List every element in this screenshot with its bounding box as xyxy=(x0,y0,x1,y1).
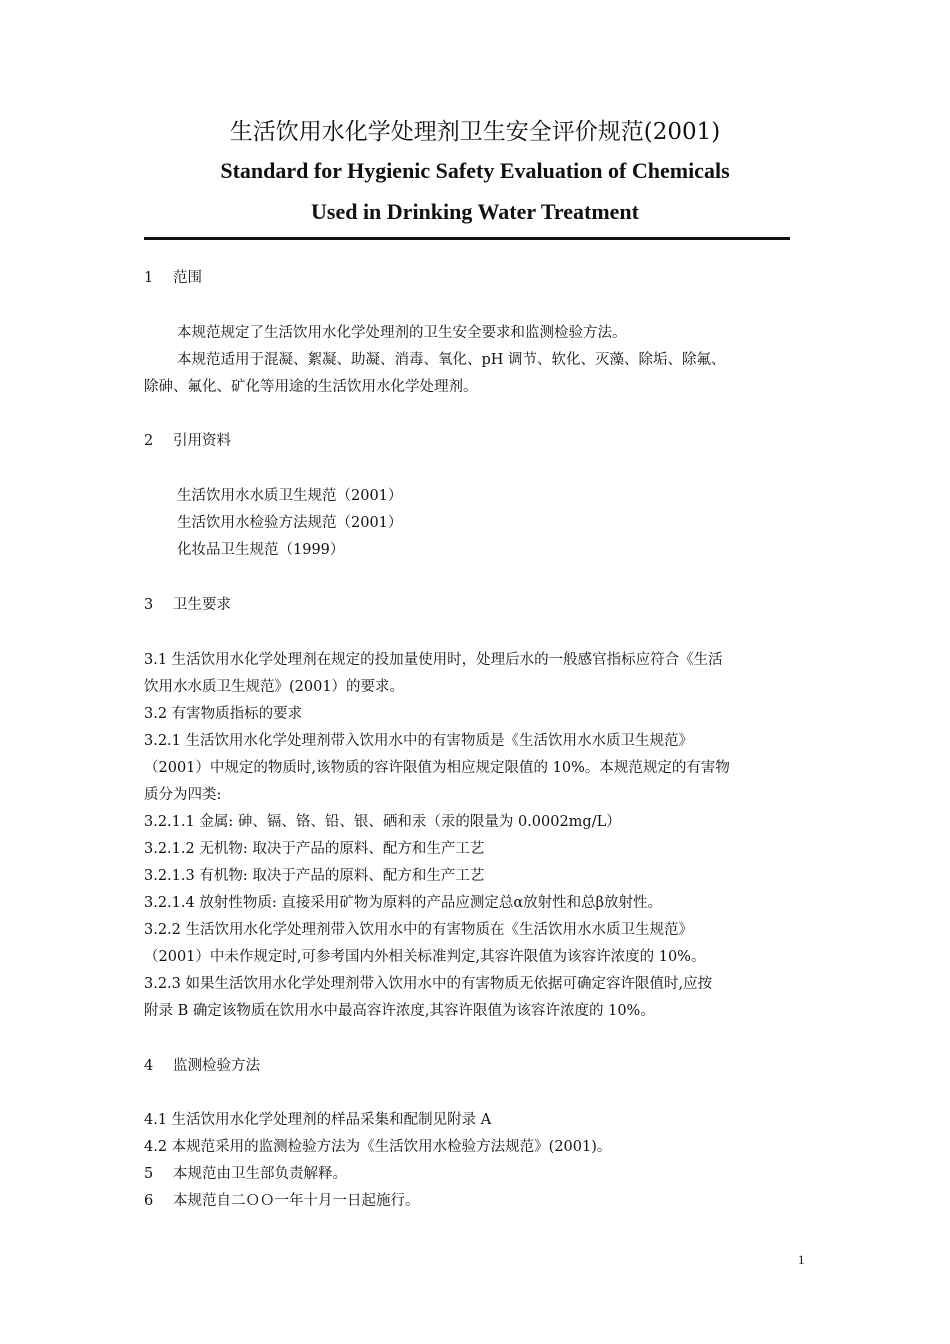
section-number: 4 xyxy=(144,1058,154,1074)
paragraph-line: 3.2.1.2 无机物: 取决于产品的原料、配方和生产工艺 xyxy=(144,841,485,857)
section-2-heading xyxy=(144,429,231,450)
section-title: 监测检验方法 xyxy=(173,1058,260,1074)
section-title: 本规范由卫生部负责解释。 xyxy=(173,1166,347,1182)
section-3-heading xyxy=(144,593,231,614)
paragraph-line: 本规范规定了生活饮用水化学处理剂的卫生安全要求和监测检验方法。 xyxy=(177,325,627,341)
paragraph-line: 4.2 本规范采用的监测检验方法为《生活饮用水检验方法规范》(2001)。 xyxy=(144,1139,612,1155)
section-number: 2 xyxy=(144,433,154,449)
section-number: 5 xyxy=(144,1166,154,1182)
section-title: 本规范自二ＯＯ一年十月一日起施行。 xyxy=(173,1193,420,1209)
paragraph-line: 3.2.1.1 金属: 砷、镉、铬、铅、银、硒和汞（汞的限量为 0.0002mg/L） xyxy=(144,814,621,830)
paragraph-line: 3.2 有害物质指标的要求 xyxy=(144,706,303,722)
document-title-english-line-2: Used in Drinking Water Treatment xyxy=(311,199,639,224)
paragraph-line: 3.1 生活饮用水化学处理剂在规定的投加量使用时，处理后水的一般感官指标应符合《生活 xyxy=(144,652,723,668)
paragraph-line: 3.2.1.3 有机物: 取决于产品的原料、配方和生产工艺 xyxy=(144,868,485,884)
section-number: 6 xyxy=(144,1193,154,1209)
paragraph-line: 3.2.3 如果生活饮用水化学处理剂带入饮用水中的有害物质无依据可确定容许限值时,应按 xyxy=(144,976,713,992)
reference-item: 化妆品卫生规范（1999） xyxy=(177,542,345,558)
document-title-english-line-1: Standard for Hygienic Safety Evaluation of Chemicals xyxy=(220,158,730,183)
paragraph-line: 3.2.2 生活饮用水化学处理剂带入饮用水中的有害物质在《生活饮用水水质卫生规范》 xyxy=(144,922,694,938)
section-number: 3 xyxy=(144,597,154,613)
paragraph-line: （2001）中未作规定时,可参考国内外相关标准判定,其容许限值为该容许浓度的 10%。 xyxy=(144,949,706,965)
section-title: 卫生要求 xyxy=(173,597,231,613)
paragraph-line: 饮用水水质卫生规范》(2001）的要求。 xyxy=(144,679,405,695)
paragraph-line: 附录 B 确定该物质在饮用水中最高容许浓度,其容许限值为该容许浓度的 10%。 xyxy=(144,1003,655,1019)
paragraph-line: 本规范适用于混凝、絮凝、助凝、消毒、氧化、pH 调节、软化、灭藻、除垢、除氟、 xyxy=(177,352,726,368)
document-title-chinese: 生活饮用水化学处理剂卫生安全评价规范(2001) xyxy=(229,119,721,145)
page-number: 1 xyxy=(798,1252,805,1267)
reference-item: 生活饮用水水质卫生规范（2001） xyxy=(177,488,403,504)
section-5-line xyxy=(144,1162,347,1183)
section-title: 引用资料 xyxy=(173,433,231,449)
section-6-line xyxy=(144,1189,420,1210)
paragraph-line: 4.1 生活饮用水化学处理剂的样品采集和配制见附录 A xyxy=(144,1112,492,1128)
section-title: 范围 xyxy=(173,270,202,286)
title-divider xyxy=(144,237,790,240)
section-1-heading xyxy=(144,266,202,287)
paragraph-line: 质分为四类: xyxy=(144,787,222,803)
paragraph-line: 3.2.1.4 放射性物质: 直接采用矿物为原料的产品应测定总α放射性和总β放射性。 xyxy=(144,895,663,911)
reference-item: 生活饮用水检验方法规范（2001） xyxy=(177,515,403,531)
paragraph-line: （2001）中规定的物质时,该物质的容许限值为相应规定限值的 10%。本规范规定的有害物 xyxy=(144,760,730,776)
paragraph-line: 3.2.1 生活饮用水化学处理剂带入饮用水中的有害物质是《生活饮用水水质卫生规范》 xyxy=(144,733,694,749)
paragraph-line: 除砷、氟化、矿化等用途的生活饮用水化学处理剂。 xyxy=(144,379,478,395)
section-4-heading xyxy=(144,1054,260,1075)
section-number: 1 xyxy=(144,270,154,286)
